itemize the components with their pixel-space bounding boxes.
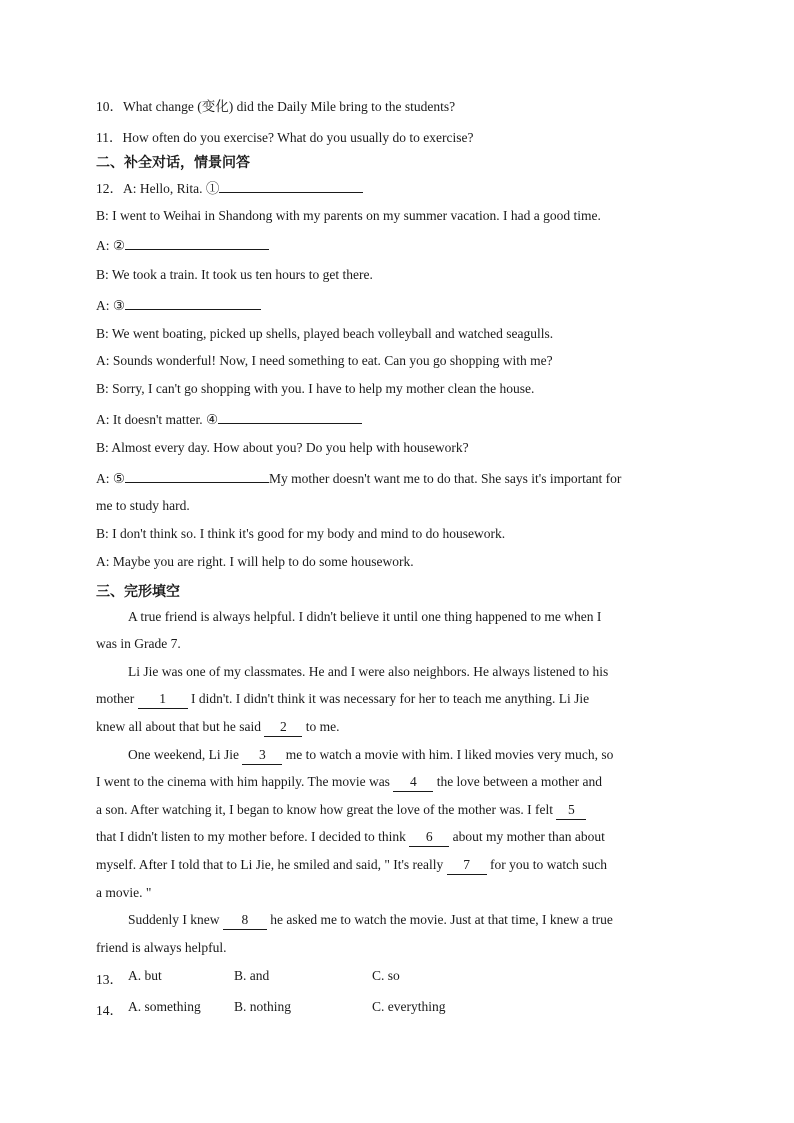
dialogue-line-10: B: Almost every day. How about you? Do you help with housework? [96, 440, 469, 455]
dialogue-line-14: A: Maybe you are right. I will help to do some housework. [96, 554, 414, 569]
cloze-blank-7[interactable]: 7 [447, 856, 487, 875]
dialogue-line-1: 12．A: Hello, Rita. ① [96, 178, 363, 198]
dialogue-line-11: A: ⑤ My mother doesn't want me to do that. She says it's important for [96, 468, 621, 488]
passage-line: a movie. " [96, 885, 152, 900]
passage-line: a son. After watching it, I began to know how great the love of the mother was. I felt 5 [96, 801, 586, 820]
option-a[interactable]: A. but [128, 968, 162, 983]
cloze-blank-3[interactable]: 3 [242, 746, 282, 765]
passage-line: Li Jie was one of my classmates. He and I were also neighbors. He always listened to his [128, 664, 609, 679]
answer-blank-5[interactable] [125, 468, 269, 483]
dialogue-line-3: A: ② [96, 235, 269, 255]
dialogue-line-8: B: Sorry, I can't go shopping with you. I have to help my mother clean the house. [96, 381, 535, 396]
option-a[interactable]: A. something [128, 999, 201, 1014]
passage-line: I went to the cinema with him happily. The movie was 4 the love between a mother and [96, 773, 602, 792]
cloze-blank-6[interactable]: 6 [409, 828, 449, 847]
cloze-blank-1[interactable]: 1 [138, 690, 188, 709]
passage-line: mother 1 I didn't. I didn't think it was necessary for her to teach me anything. Li Jie [96, 690, 589, 709]
cloze-blank-8[interactable]: 8 [223, 911, 267, 930]
dialogue-line-13: B: I don't think so. I think it's good for my body and mind to do housework. [96, 526, 506, 541]
answer-blank-2[interactable] [125, 235, 269, 250]
dialogue-line-4: B: We took a train. It took us ten hours to get there. [96, 267, 373, 282]
section-title-cloze: 三、完形填空 [96, 584, 180, 600]
question-14-label: 14． [96, 1003, 123, 1018]
cloze-blank-5[interactable]: 5 [556, 801, 586, 820]
dialogue-line-12: me to study hard. [96, 498, 190, 513]
dialogue-line-2: B: I went to Weihai in Shandong with my parents on my summer vacation. I had a good time. [96, 208, 601, 223]
answer-blank-1[interactable] [219, 178, 363, 193]
cloze-blank-2[interactable]: 2 [264, 718, 302, 737]
answer-blank-3[interactable] [125, 295, 261, 310]
answer-blank-4[interactable] [218, 409, 362, 424]
dialogue-line-5: A: ③ [96, 295, 261, 315]
passage-line: Suddenly I knew 8 he asked me to watch the movie. Just at that time, I knew a true [128, 911, 613, 930]
question-11: 11．How often do you exercise? What do you usually do to exercise? [96, 130, 474, 145]
passage-line: knew all about that but he said 2 to me. [96, 718, 339, 737]
dialogue-line-7: A: Sounds wonderful! Now, I need something to eat. Can you go shopping with me? [96, 353, 553, 368]
question-13-label: 13． [96, 972, 123, 987]
option-b[interactable]: B. and [234, 968, 270, 983]
passage-line: One weekend, Li Jie 3 me to watch a movie with him. I liked movies very much, so [128, 746, 613, 765]
option-c[interactable]: C. everything [372, 999, 446, 1014]
section-title-dialogue: 二、补全对话，情景问答 [96, 155, 250, 171]
question-12-label: 12． [96, 181, 123, 196]
dialogue-line-9: A: It doesn't matter. ④ [96, 409, 362, 429]
question-10: 10．What change (变化) did the Daily Mile bring to the students? [96, 99, 456, 114]
option-b[interactable]: B. nothing [234, 999, 292, 1014]
passage-line: friend is always helpful. [96, 940, 227, 955]
option-c[interactable]: C. so [372, 968, 400, 983]
passage-line: that I didn't listen to my mother before. I decided to think 6 about my mother than about [96, 828, 605, 847]
passage-line: was in Grade 7. [96, 636, 181, 651]
cloze-blank-4[interactable]: 4 [393, 773, 433, 792]
passage-line: A true friend is always helpful. I didn't believe it until one thing happened to me when I [128, 609, 602, 624]
passage-line: myself. After I told that to Li Jie, he smiled and said, " It's really 7 for you to watch such [96, 856, 607, 875]
dialogue-line-6: B: We went boating, picked up shells, played beach volleyball and watched seagulls. [96, 326, 554, 341]
